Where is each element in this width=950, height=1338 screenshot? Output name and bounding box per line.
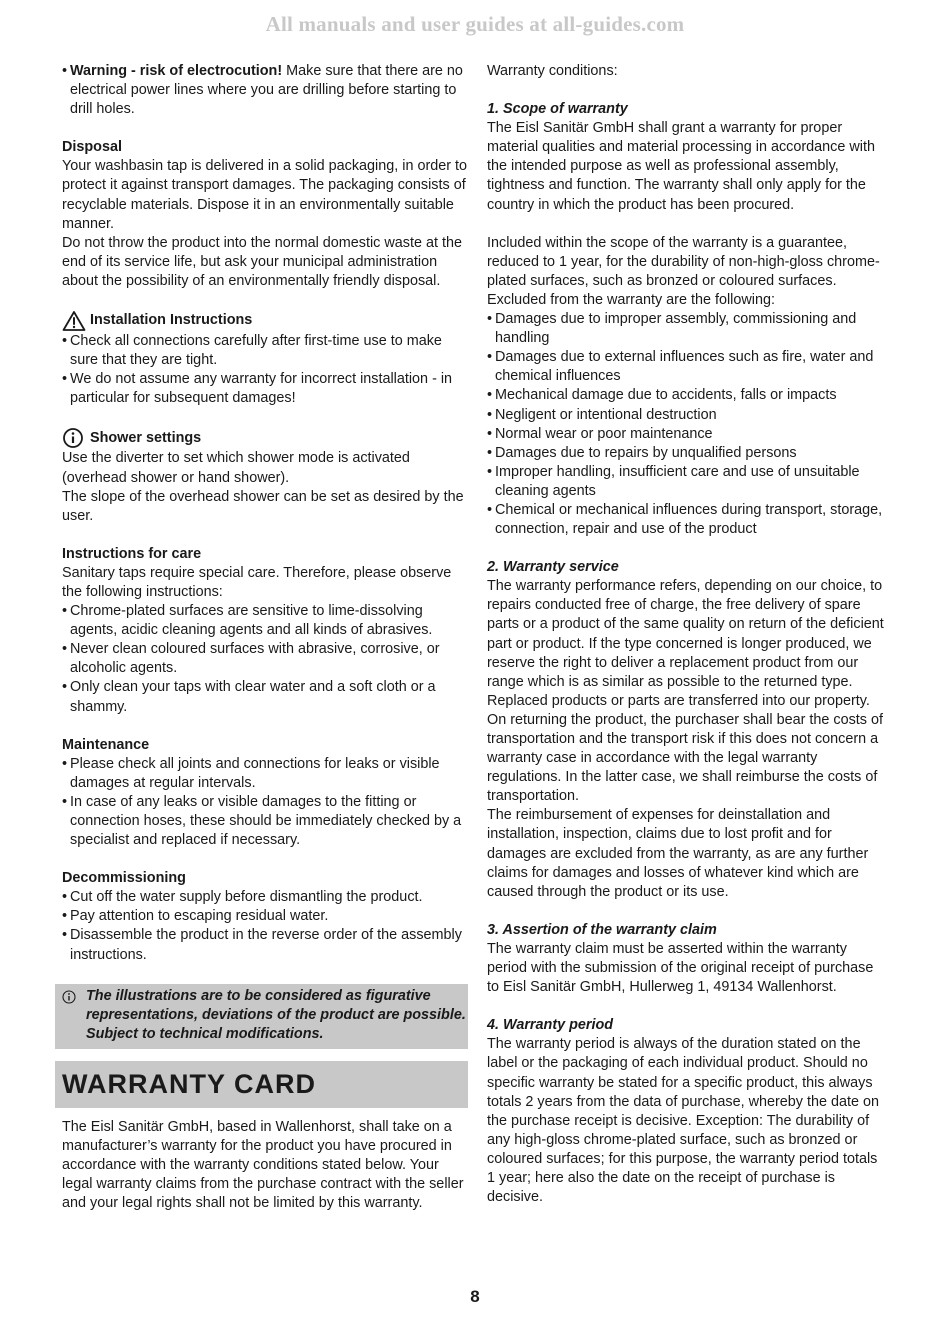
- disposal-paragraph: Do not throw the product into the normal domestic waste at the end of its service life, but ask your municipal administration about the possibility of an environmentally friendly disposal.: [62, 234, 462, 289]
- period-title: 4. Warranty period: [487, 1017, 614, 1034]
- scope-exclusions: [487, 234, 889, 540]
- assertion-section: [487, 921, 889, 997]
- warning-bold: Warning - risk of electrocution!: [70, 63, 283, 79]
- list-item: • Mechanical damage due to accidents, falls or impacts: [487, 386, 889, 405]
- maintenance-list: [62, 755, 468, 850]
- disposal-section: [62, 138, 468, 291]
- scope-paragraph: Included within the scope of the warranty is a guarantee, reduced to 1 year, for the durability of non-high-gloss chrome-plated surfaces, such as bronzed or coloured surfaces.: [487, 234, 880, 289]
- warning-list: [62, 62, 468, 119]
- warning-item: [62, 62, 468, 119]
- page-number: 8: [470, 1287, 480, 1306]
- list-item: • We do not assume any warranty for incorrect installation - in particular for subsequent damages!: [62, 370, 468, 408]
- service-paragraph: The reimbursement of expenses for deinstallation and installation, inspection, claims due to lost profit and for damages are excluded from the warranty, as are any further claims for damages and losses of whatever kind which are caused through the product or its use.: [487, 807, 869, 900]
- maintenance-section: [62, 736, 468, 851]
- shower-paragraph: The slope of the overhead shower can be set as desired by the user.: [62, 488, 464, 524]
- disposal-title: Disposal: [62, 139, 122, 156]
- list-item: • Damages due to repairs by unqualified persons: [487, 444, 889, 463]
- list-item: • Chemical or mechanical influences during transport, storage, connection, repair and use of the product: [487, 501, 889, 539]
- installation-list: [62, 332, 468, 408]
- list-item: • Damages due to external influences such as fire, water and chemical influences: [487, 348, 889, 386]
- note-text: The illustrations are to be considered as figurative representations, deviations of the product are possible. Subject to technical modifications.: [86, 987, 466, 1042]
- decommissioning-section: [62, 869, 468, 964]
- info-circle-icon: [62, 990, 76, 1004]
- assertion-text: The warranty claim must be asserted within the warranty period with the submission of the original receipt of purchase to Eisl Sanitär GmbH, Hullerweg 1, 49134 Wallenhorst.: [487, 940, 874, 996]
- service-paragraph: The warranty performance refers, depending on our choice, to repairs conducted free of charge, the free delivery of spare parts or a product of the same quality on return of the deficient part or product. If the type concerned is longer produced, we reserve the right to deliver a replacement product from our range which is as similar as possible to the returned type.: [487, 578, 884, 690]
- list-item: • In case of any leaks or visible damages to the fitting or connection hoses, these should be immediately checked by a specialist and replaced if necessary.: [62, 793, 468, 850]
- warranty-card-banner: [55, 1061, 468, 1108]
- list-item: • Disassemble the product in the reverse order of the assembly instructions.: [62, 926, 468, 964]
- left-column: [62, 62, 468, 1213]
- warranty-card-text: The Eisl Sanitär GmbH, based in Wallenhorst, shall take on a manufacturer’s warranty for the product you have procured in accordance with the warranty conditions stated below. Your legal warranty claims from the purchase contract with the seller and your legal rights shall not be limited by this warranty.: [62, 1118, 464, 1212]
- disposal-paragraph: Your washbasin tap is delivered in a solid packaging, in order to protect it against transport damages. The packaging consists of recyclable materials. Dispose it in an environmentally suitable manner.: [62, 158, 468, 232]
- warranty-card-title: WARRANTY CARD: [62, 1068, 316, 1099]
- installation-heading: [62, 310, 468, 332]
- warning-triangle-icon: [62, 310, 86, 332]
- list-item: • Only clean your taps with clear water and a soft cloth or a shammy.: [62, 678, 468, 716]
- list-item: • Damages due to improper assembly, commissioning and handling: [487, 310, 889, 348]
- warranty-conditions-label: Warranty conditions:: [487, 63, 618, 79]
- care-list: [62, 602, 468, 717]
- assertion-title: 3. Assertion of the warranty claim: [487, 921, 717, 938]
- installation-section: [62, 310, 468, 408]
- note-box: [55, 984, 468, 1049]
- shower-section: [62, 427, 468, 525]
- care-intro: Sanitary taps require special care. Therefore, please observe the following instructions:: [62, 564, 452, 600]
- shower-heading: [62, 427, 468, 449]
- list-item: • Negligent or intentional destruction: [487, 406, 889, 425]
- scope-paragraph: The Eisl Sanitär GmbH shall grant a warranty for proper material qualities and material processing in accordance with the intended purpose as well as professional assembly, tightness and function. The warranty shall only apply for the country in which the product has been procured.: [487, 120, 875, 213]
- service-title: 2. Warranty service: [487, 559, 619, 576]
- period-text: The warranty period is always of the duration stated on the label or the packaging of each individual product. Should no specific warranty be stated for a specific product, this always totals 2 years from the data of purchase, whereby the date on the purchase receipt is decisive. Exception: The durability of any high-gloss chrome-plated surface, such as bronzed or coloured surfaces; for this purpose, the warranty period totals 1 year; here also the date on the receipt of purchase is decisive.: [487, 1036, 879, 1206]
- list-item: • Normal wear or poor maintenance: [487, 425, 889, 444]
- decommissioning-title: Decommissioning: [62, 870, 186, 887]
- scope-title: 1. Scope of warranty: [487, 101, 628, 118]
- period-section: [487, 1016, 889, 1207]
- installation-title: Installation Instructions: [90, 312, 253, 329]
- scope-section: [487, 100, 889, 215]
- warning-text: Make sure that there are no electrical power lines where you are drilling before starting to drill holes.: [70, 63, 463, 118]
- excluded-list: [487, 310, 889, 539]
- list-item: • Improper handling, insufficient care and use of unsuitable cleaning agents: [487, 463, 889, 501]
- list-item: • Chrome-plated surfaces are sensitive to lime-dissolving agents, acidic cleaning agents and all kinds of abrasives.: [62, 602, 468, 640]
- watermark: All manuals and user guides at all-guides.com: [265, 12, 685, 36]
- list-item: • Pay attention to escaping residual water.: [62, 907, 468, 926]
- service-section: [487, 558, 889, 902]
- excluded-intro: Excluded from the warranty are the following:: [487, 291, 775, 308]
- decommissioning-list: [62, 888, 468, 964]
- care-title: Instructions for care: [62, 545, 202, 562]
- right-column: [487, 62, 889, 1207]
- shower-title: Shower settings: [90, 429, 202, 446]
- care-section: [62, 545, 468, 717]
- service-paragraph: Replaced products or parts are transferred into our property. On returning the product, the purchaser shall bear the costs of transportation and the transport risk if this does not concern a warranty case in accordance with the legal warranty regulations. In the latter case, we shall reimburse the costs of transportation.: [487, 692, 883, 805]
- info-circle-icon: [62, 427, 86, 449]
- list-item: • Check all connections carefully after first-time use to make sure that they are tight.: [62, 332, 468, 370]
- list-item: • Never clean coloured surfaces with abrasive, corrosive, or alcoholic agents.: [62, 640, 468, 678]
- shower-paragraph: Use the diverter to set which shower mode is activated (overhead shower or hand shower).: [62, 450, 410, 486]
- list-item: • Cut off the water supply before dismantling the product.: [62, 888, 468, 907]
- maintenance-title: Maintenance: [62, 736, 150, 753]
- list-item: • Please check all joints and connections for leaks or visible damages at regular intervals.: [62, 755, 468, 793]
